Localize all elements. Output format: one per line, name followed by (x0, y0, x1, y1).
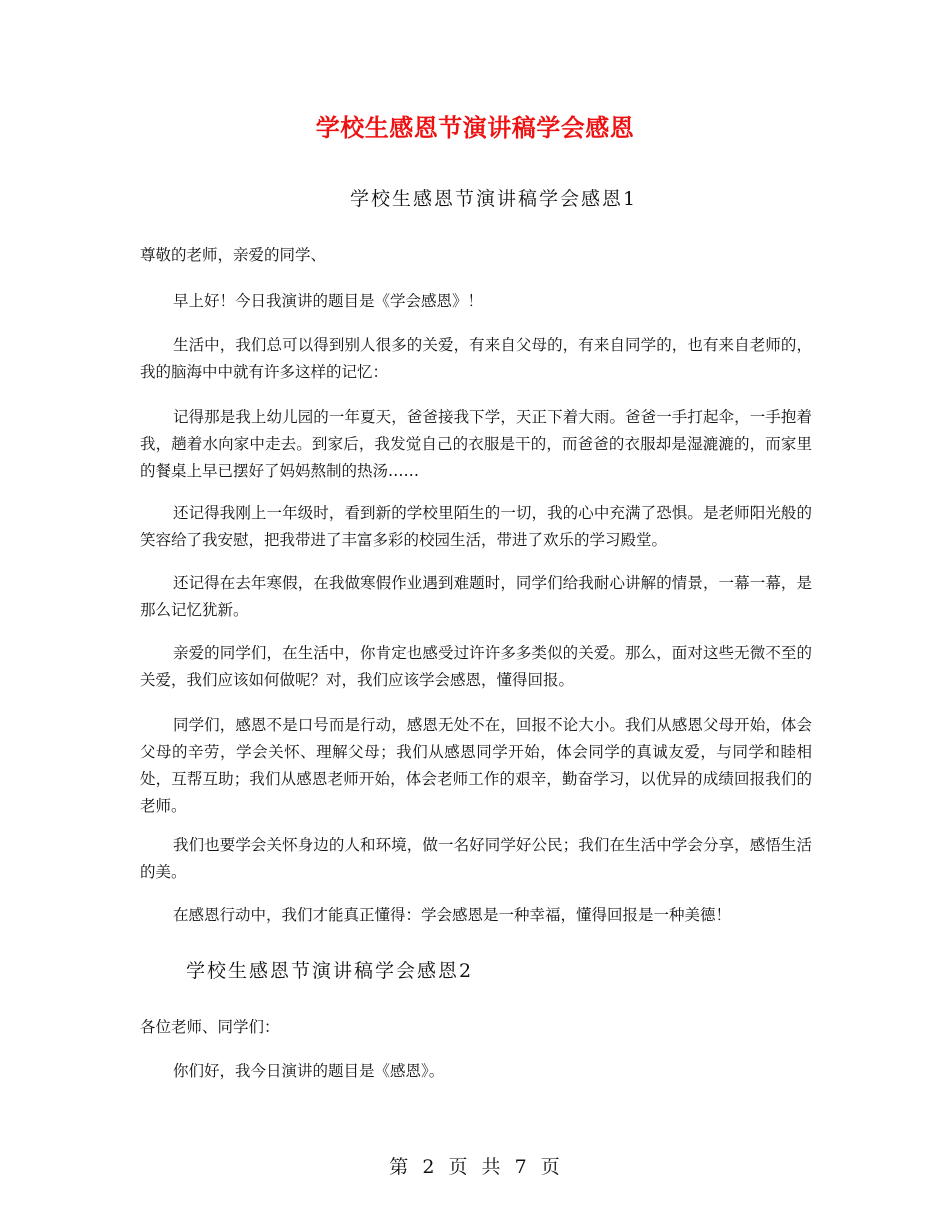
section-heading-2: 学校生感恩节演讲稿学会感恩2 (186, 960, 474, 982)
footer-ye: 页 (448, 1156, 469, 1178)
footer-ye-2: 页 (540, 1156, 561, 1178)
paragraph-greeting-2: 你们好，我今日演讲的题目是《感恩》。 (173, 1062, 445, 1080)
paragraph-rainy-day: 记得那是我上幼儿园的一年夏天，爸爸接我下学，天正下着大雨。爸爸一手打起伞，一手抱着我，趟着水向家中走去。到家后，我发觉自己的衣服是干的，而爸爸的衣服却是湿漉漉的，而家里的餐桌上早已摆好了妈妈熬制的热汤…… (140, 408, 812, 480)
paragraph-winter-break: 还记得在去年寒假，在我做寒假作业遇到难题时，同学们给我耐心讲解的情景，一幕一幕，是那么记忆犹新。 (140, 574, 812, 619)
paragraph-greeting: 早上好！今日我演讲的题目是《学会感恩》！ (173, 292, 484, 310)
paragraph-gratitude-action: 同学们，感恩不是口号而是行动，感恩无处不在，回报不论大小。我们从感恩父母开始，体会父母的辛劳，学会关怀、理解父母；我们从感恩同学开始，体会同学的真诚友爱，与同学和睦相处，互帮互助；我们从感恩老师开始，体会老师工作的艰辛，勤奋学习，以优异的成绩回报我们的老师。 (140, 716, 812, 815)
document-title: 学校生感恩节演讲稿学会感恩 (315, 113, 635, 142)
paragraph-salutation-2: 各位老师、同学们： (140, 1018, 280, 1036)
paragraph-life-care: 生活中，我们总可以得到别人很多的关爱，有来自父母的，有来自同学的，也有来自老师的，我的脑海中中就有许多这样的记忆： (140, 336, 812, 381)
paragraph-first-grade: 还记得我刚上一年级时，看到新的学校里陌生的一切，我的心中充满了恐惧。是老师阳光般的笑容给了我安慰，把我带进了丰富多彩的校园生活，带进了欢乐的学习殿堂。 (140, 504, 812, 549)
paragraph-dear-classmates: 亲爱的同学们，在生活中，你肯定也感受过许许多多类似的关爱。那么，面对这些无微不至的关爱，我们应该如何做呢？对，我们应该学会感恩，懂得回报。 (140, 644, 812, 689)
section-heading-1: 学校生感恩节演讲稿学会感恩1 (350, 188, 638, 210)
paragraph-care-environment: 我们也要学会关怀身边的人和环境，做一名好同学好公民；我们在生活中学会分享，感悟生活的美。 (140, 836, 812, 881)
paragraph-salutation: 尊敬的老师，亲爱的同学、 (140, 246, 327, 264)
footer-di: 第 (389, 1156, 410, 1178)
footer-total-pages: 7 (514, 1156, 528, 1178)
footer-gong: 共 (481, 1156, 502, 1178)
footer-page-number: 2 (422, 1156, 436, 1178)
page-footer (0, 1152, 950, 1179)
paragraph-conclusion: 在感恩行动中，我们才能真正懂得：学会感恩是一种幸福，懂得回报是一种美德！ (173, 906, 732, 924)
